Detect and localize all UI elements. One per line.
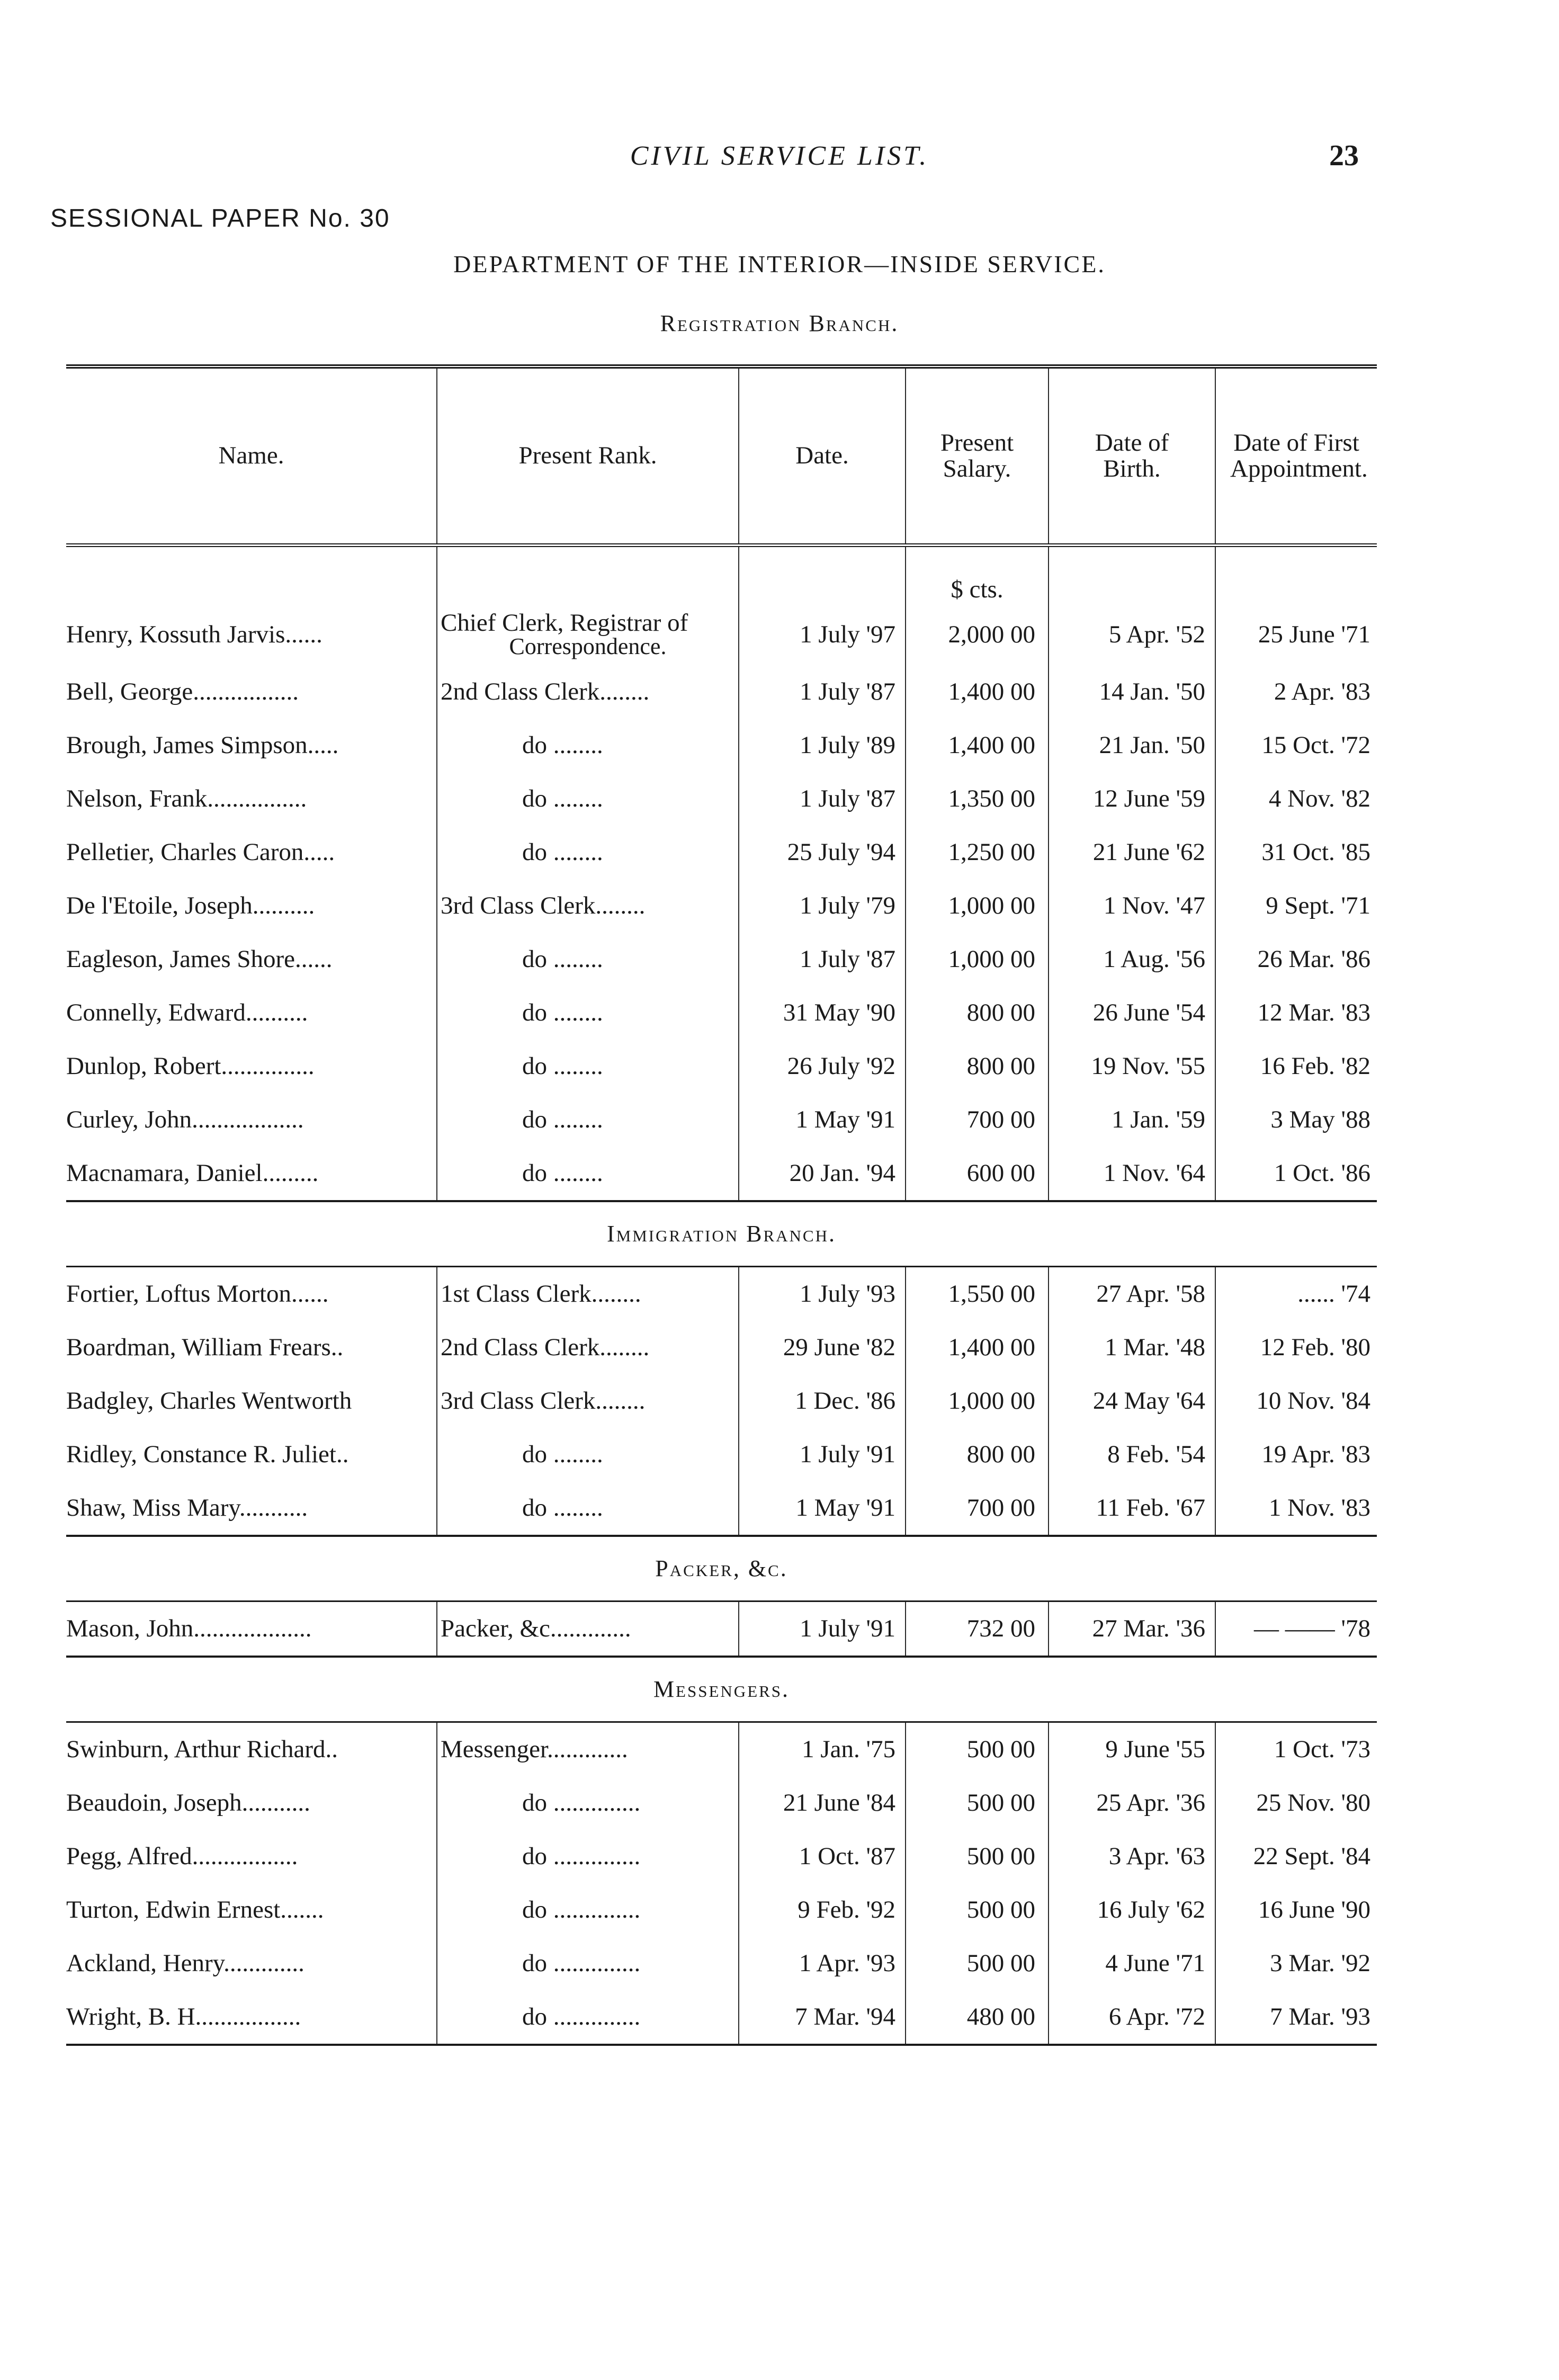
section-title: Packer, &c. [66, 1536, 1377, 1601]
rank-date: 1 May '91 [739, 1481, 906, 1536]
employee-name: Nelson, Frank................ [66, 784, 307, 812]
present-salary: 500 00 [906, 1883, 1049, 1937]
first-appointment-date: 26 Mar. '86 [1215, 933, 1377, 986]
first-appointment-date: 1 Oct. '86 [1215, 1147, 1377, 1201]
rank-date: 1 Jan. '75 [739, 1722, 906, 1777]
first-appointment-date: 22 Sept. '84 [1215, 1830, 1377, 1883]
present-rank: Packer, &c............. [437, 1601, 739, 1657]
present-rank: do ........ [437, 1481, 739, 1536]
first-appointment-date: 2 Apr. '83 [1215, 665, 1377, 719]
table-row [66, 772, 1377, 826]
present-salary: 1,250 00 [906, 826, 1049, 879]
col-header-appointment [1215, 366, 1377, 545]
date-of-birth: 4 June '71 [1049, 1937, 1215, 1990]
employee-name: Swinburn, Arthur Richard.. [66, 1735, 338, 1763]
present-rank: do .............. [437, 1990, 739, 2045]
table-row [66, 1481, 1377, 1536]
first-appointment-date: 10 Nov. '84 [1215, 1374, 1377, 1428]
date-of-birth: 19 Nov. '55 [1049, 1040, 1215, 1093]
first-appointment-date: 7 Mar. '93 [1215, 1990, 1377, 2045]
employee-name: Brough, James Simpson..... [66, 731, 339, 759]
rank-date: 1 July '89 [739, 719, 906, 772]
employee-name: Bell, George................. [66, 677, 299, 705]
first-appointment-date: 9 Sept. '71 [1215, 879, 1377, 933]
col-header-birth-text: Date of Birth. [1095, 428, 1169, 482]
present-rank: do .............. [437, 1776, 739, 1830]
date-of-birth: 9 June '55 [1049, 1722, 1215, 1777]
present-rank: 1st Class Clerk........ [437, 1267, 739, 1321]
col-header-appointment-text: Date of First Appointment. [1230, 428, 1368, 482]
salary-units: $ cts. [906, 545, 1049, 605]
present-salary: 700 00 [906, 1093, 1049, 1147]
employee-name: Fortier, Loftus Morton...... [66, 1280, 329, 1308]
present-salary: 500 00 [906, 1776, 1049, 1830]
rank-date: 1 July '91 [739, 1601, 906, 1657]
present-rank: Messenger............. [437, 1722, 739, 1777]
date-of-birth: 27 Mar. '36 [1049, 1601, 1215, 1657]
table-row [66, 1722, 1377, 1777]
employee-name: Ridley, Constance R. Juliet.. [66, 1440, 349, 1468]
rank-date: 1 May '91 [739, 1093, 906, 1147]
table-row [66, 1147, 1377, 1201]
employee-name: Badgley, Charles Wentworth [66, 1386, 352, 1415]
table-row [66, 986, 1377, 1040]
present-rank: 2nd Class Clerk........ [437, 665, 739, 719]
employee-name: Mason, John................... [66, 1601, 437, 1657]
employee-name: Beaudoin, Joseph........... [66, 1788, 310, 1817]
section-title-registration: Registration Branch. [660, 310, 899, 336]
table-row [66, 1321, 1377, 1374]
date-of-birth: 1 Mar. '48 [1049, 1321, 1215, 1374]
sessional-paper-label: SESSIONAL PAPER No. 30 [50, 204, 390, 232]
present-rank: do .............. [437, 1937, 739, 1990]
rank-date: 1 Apr. '93 [739, 1937, 906, 1990]
date-of-birth: 1 Nov. '47 [1049, 879, 1215, 933]
date-of-birth: 11 Feb. '67 [1049, 1481, 1215, 1536]
present-salary: 500 00 [906, 1937, 1049, 1990]
table-row [66, 1040, 1377, 1093]
date-of-birth: 12 June '59 [1049, 772, 1215, 826]
section-title: Immigration Branch. [66, 1201, 1377, 1267]
rank-date: 1 July '97 [739, 605, 906, 665]
date-of-birth: 1 Jan. '59 [1049, 1093, 1215, 1147]
employee-name: Ackland, Henry............. [66, 1949, 304, 1977]
employee-name: Curley, John.................. [66, 1105, 304, 1133]
present-salary: 1,550 00 [906, 1267, 1049, 1321]
rank-date: 26 July '92 [739, 1040, 906, 1093]
col-header-salary [906, 366, 1049, 545]
present-rank-line1: Chief Clerk, Registrar of [441, 609, 688, 637]
employee-name: Pelletier, Charles Caron..... [66, 838, 335, 866]
first-appointment-date: 15 Oct. '72 [1215, 719, 1377, 772]
table-row [66, 1428, 1377, 1481]
civil-service-table-container [66, 364, 1377, 2046]
first-appointment-date: 16 Feb. '82 [1215, 1040, 1377, 1093]
first-appointment-date: 16 June '90 [1215, 1883, 1377, 1937]
present-salary: 1,400 00 [906, 1321, 1049, 1374]
date-of-birth: 1 Aug. '56 [1049, 933, 1215, 986]
present-rank: 3rd Class Clerk........ [437, 1374, 739, 1428]
section-title-row [66, 1201, 1377, 1267]
employee-name: Macnamara, Daniel......... [66, 1147, 437, 1201]
present-salary: 1,000 00 [906, 879, 1049, 933]
present-rank [437, 605, 739, 665]
employee-name: Henry, Kossuth Jarvis...... [66, 621, 322, 649]
date-of-birth: 16 July '62 [1049, 1883, 1215, 1937]
present-salary: 1,400 00 [906, 719, 1049, 772]
rank-date: 20 Jan. '94 [739, 1147, 906, 1201]
table-row [66, 1374, 1377, 1428]
units-row [66, 545, 1377, 605]
table-row [66, 1776, 1377, 1830]
employee-name: Boardman, William Frears.. [66, 1333, 344, 1361]
rank-date: 25 July '94 [739, 826, 906, 879]
present-salary: 500 00 [906, 1722, 1049, 1777]
rank-date: 1 July '87 [739, 933, 906, 986]
present-salary: 2,000 00 [906, 605, 1049, 665]
date-of-birth: 8 Feb. '54 [1049, 1428, 1215, 1481]
rank-date: 1 Oct. '87 [739, 1830, 906, 1883]
present-salary: 500 00 [906, 1830, 1049, 1883]
rank-date: 31 May '90 [739, 986, 906, 1040]
col-header-rank: Present Rank. [437, 366, 739, 545]
rank-date: 1 July '87 [739, 665, 906, 719]
date-of-birth: 25 Apr. '36 [1049, 1776, 1215, 1830]
first-appointment-date: ...... '74 [1215, 1267, 1377, 1321]
rank-date: 21 June '84 [739, 1776, 906, 1830]
col-header-name: Name. [66, 366, 437, 545]
date-of-birth: 21 June '62 [1049, 826, 1215, 879]
present-salary: 600 00 [906, 1147, 1049, 1201]
present-salary: 700 00 [906, 1481, 1049, 1536]
table-row [66, 1937, 1377, 1990]
first-appointment-date: 4 Nov. '82 [1215, 772, 1377, 826]
first-appointment-date: 12 Mar. '83 [1215, 986, 1377, 1040]
first-appointment-date: 31 Oct. '85 [1215, 826, 1377, 879]
table-body [66, 545, 1377, 2045]
table-row [66, 1093, 1377, 1147]
civil-service-table [66, 364, 1377, 2046]
table-row [66, 1883, 1377, 1937]
first-appointment-date: 25 Nov. '80 [1215, 1776, 1377, 1830]
date-of-birth: 5 Apr. '52 [1049, 605, 1215, 665]
present-rank: do ........ [437, 1147, 739, 1201]
present-salary: 1,350 00 [906, 772, 1049, 826]
col-header-birth [1049, 366, 1215, 545]
date-of-birth: 21 Jan. '50 [1049, 719, 1215, 772]
table-row [66, 665, 1377, 719]
first-appointment-date: 1 Oct. '73 [1215, 1722, 1377, 1777]
table-row [66, 879, 1377, 933]
present-rank: do .............. [437, 1883, 739, 1937]
first-appointment-date: 25 June '71 [1215, 605, 1377, 665]
present-salary: 800 00 [906, 986, 1049, 1040]
employee-name: Pegg, Alfred................. [66, 1842, 298, 1870]
employee-name: Eagleson, James Shore...... [66, 945, 333, 973]
present-rank: do ........ [437, 1428, 739, 1481]
present-salary: 480 00 [906, 1990, 1049, 2045]
section-title-row [66, 1657, 1377, 1722]
present-rank: do ........ [437, 719, 739, 772]
employee-name: De l'Etoile, Joseph.......... [66, 891, 315, 919]
present-rank: 3rd Class Clerk........ [437, 879, 739, 933]
present-rank: do ........ [437, 1093, 739, 1147]
present-salary: 800 00 [906, 1428, 1049, 1481]
present-rank: do ........ [437, 1040, 739, 1093]
table-row [66, 719, 1377, 772]
employee-name: Wright, B. H................. [66, 1990, 437, 2045]
section-title-row [66, 1536, 1377, 1601]
table-row [66, 1830, 1377, 1883]
table-row [66, 1601, 1377, 1657]
rank-date: 29 June '82 [739, 1321, 906, 1374]
rank-date: 1 Dec. '86 [739, 1374, 906, 1428]
section-title: Messengers. [66, 1657, 1377, 1722]
employee-name: Shaw, Miss Mary........... [66, 1481, 437, 1536]
date-of-birth: 26 June '54 [1049, 986, 1215, 1040]
present-rank: do ........ [437, 772, 739, 826]
date-of-birth: 27 Apr. '58 [1049, 1267, 1215, 1321]
date-of-birth: 24 May '64 [1049, 1374, 1215, 1428]
present-salary: 1,000 00 [906, 1374, 1049, 1428]
table-row [66, 826, 1377, 879]
first-appointment-date: — —— '78 [1215, 1601, 1377, 1657]
first-appointment-date: 1 Nov. '83 [1215, 1481, 1377, 1536]
col-header-salary-text: Present Salary. [940, 428, 1014, 482]
present-rank: do ........ [437, 933, 739, 986]
present-rank: 2nd Class Clerk........ [437, 1321, 739, 1374]
rank-date: 1 July '93 [739, 1267, 906, 1321]
present-rank: do ........ [437, 826, 739, 879]
rank-date: 1 July '79 [739, 879, 906, 933]
date-of-birth: 1 Nov. '64 [1049, 1147, 1215, 1201]
present-salary: 1,400 00 [906, 665, 1049, 719]
first-appointment-date: 19 Apr. '83 [1215, 1428, 1377, 1481]
table-header-row [66, 366, 1377, 545]
employee-name: Turton, Edwin Ernest....... [66, 1895, 324, 1923]
rank-date: 9 Feb. '92 [739, 1883, 906, 1937]
first-appointment-date: 12 Feb. '80 [1215, 1321, 1377, 1374]
present-rank: do .............. [437, 1830, 739, 1883]
table-row [66, 1990, 1377, 2045]
department-title: DEPARTMENT OF THE INTERIOR—INSIDE SERVICE. [453, 250, 1106, 278]
page-number: 23 [1329, 139, 1359, 172]
rank-date: 1 July '87 [739, 772, 906, 826]
col-header-date: Date. [739, 366, 906, 545]
present-rank: do ........ [437, 986, 739, 1040]
table-row [66, 605, 1377, 665]
first-appointment-date: 3 May '88 [1215, 1093, 1377, 1147]
first-appointment-date: 3 Mar. '92 [1215, 1937, 1377, 1990]
date-of-birth: 14 Jan. '50 [1049, 665, 1215, 719]
date-of-birth: 3 Apr. '63 [1049, 1830, 1215, 1883]
table-row [66, 1267, 1377, 1321]
rank-date: 7 Mar. '94 [739, 1990, 906, 2045]
present-salary: 732 00 [906, 1601, 1049, 1657]
employee-name: Connelly, Edward.......... [66, 998, 308, 1026]
present-salary: 1,000 00 [906, 933, 1049, 986]
present-salary: 800 00 [906, 1040, 1049, 1093]
table-row [66, 933, 1377, 986]
rank-date: 1 July '91 [739, 1428, 906, 1481]
date-of-birth: 6 Apr. '72 [1049, 1990, 1215, 2045]
employee-name: Dunlop, Robert............... [66, 1052, 315, 1080]
running-head: CIVIL SERVICE LIST. [630, 141, 929, 171]
present-rank-line2: Correspondence. [509, 633, 667, 660]
